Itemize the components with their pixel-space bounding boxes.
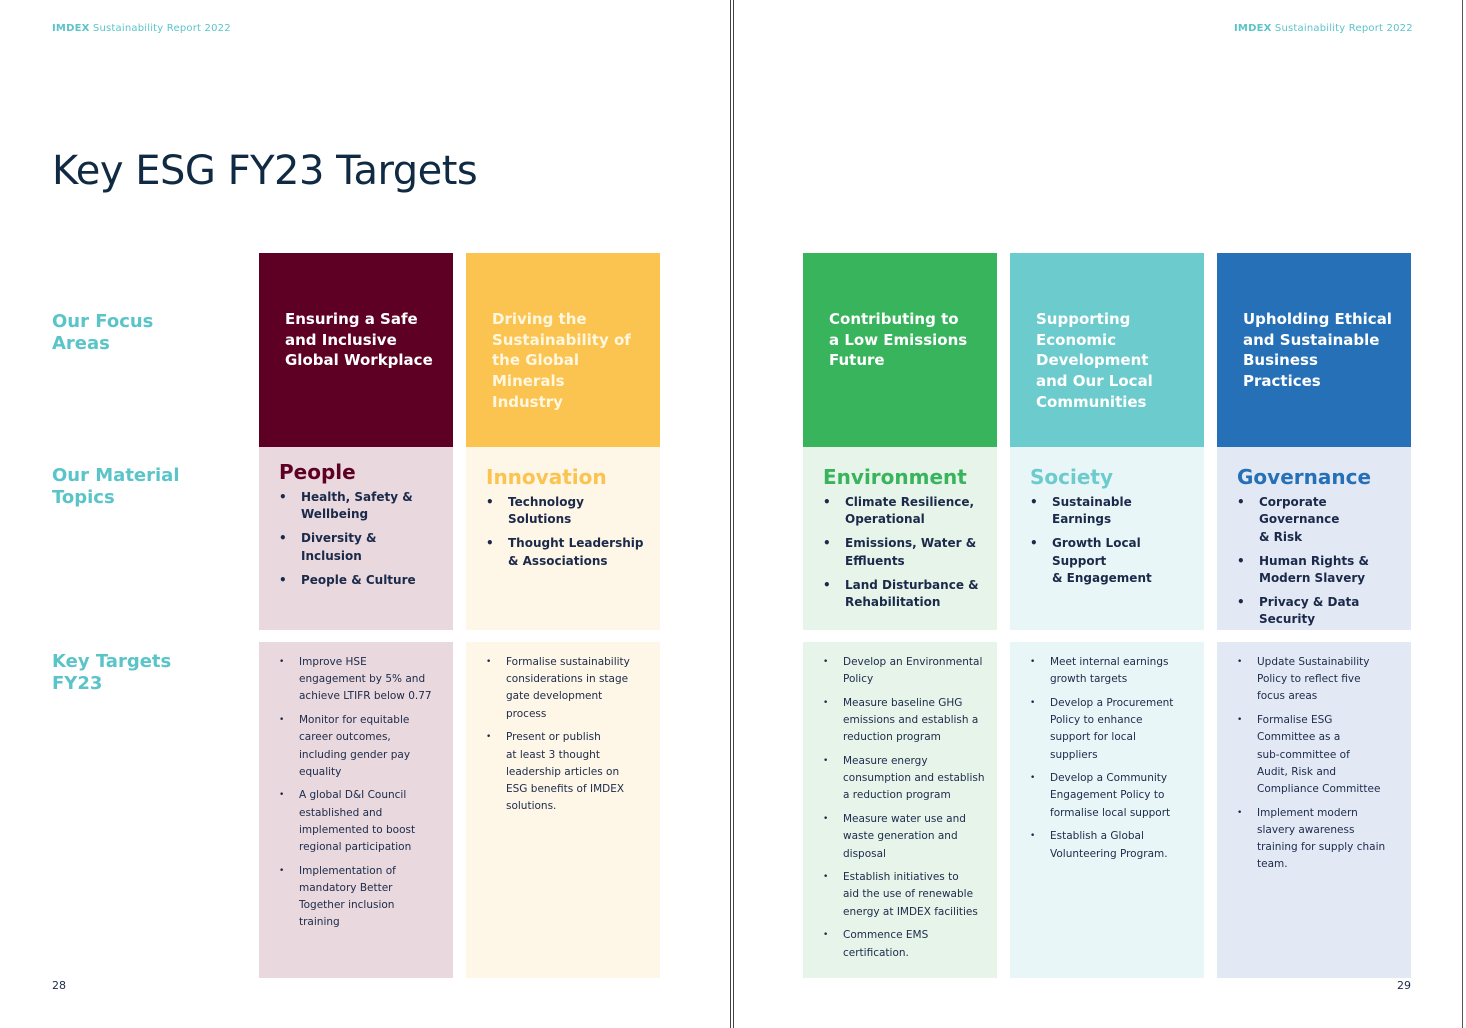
target-item-line: gate development <box>506 690 603 703</box>
topic-item-line: • Climate Resilience, <box>845 495 975 509</box>
topic-item-line: & Associations <box>508 553 608 568</box>
target-item <box>1030 828 1194 862</box>
target-item <box>279 787 443 856</box>
target-item-line: Audit, Risk and <box>1257 765 1337 778</box>
focus-area-governance <box>1217 253 1411 447</box>
topic-item <box>1237 553 1399 588</box>
target-item-line: emissions and establish a <box>843 714 979 727</box>
target-list <box>279 654 443 932</box>
material-topic-innovation <box>466 447 660 630</box>
focus-area-line: and Sustainable <box>1243 330 1380 349</box>
target-item-line: Together inclusion <box>299 899 395 912</box>
header-brand: IMDEX <box>52 23 90 34</box>
target-item <box>823 927 987 961</box>
topic-title: Society <box>1030 465 1114 489</box>
target-item-line: energy at IMDEX facilities <box>843 905 978 918</box>
header-report-name: Sustainability Report 2022 <box>1274 23 1413 34</box>
focus-area-line: Communities <box>1036 392 1147 411</box>
topic-item-line: & Engagement <box>1052 571 1152 586</box>
focus-area-line: Future <box>829 351 885 370</box>
topic-item <box>279 572 441 589</box>
topic-list <box>1237 494 1399 629</box>
target-item-line: including gender pay <box>299 748 411 761</box>
topic-item <box>1237 494 1399 546</box>
focus-area-line: Contributing to <box>829 310 959 328</box>
row-label-line: Key Targets <box>52 651 172 672</box>
topic-item-line: • Growth Local Support <box>1052 536 1141 568</box>
focus-area-innovation <box>466 253 660 447</box>
topic-item-line: • Human Rights & <box>1259 553 1369 568</box>
target-item-line: support for local <box>1050 731 1136 744</box>
topic-item-line: & Risk <box>1259 529 1303 544</box>
target-item-line: Policy to reflect five <box>1257 673 1361 686</box>
focus-area-line: the Global Minerals <box>492 351 580 391</box>
topic-item <box>823 535 985 570</box>
target-item-line: aid the use of renewable <box>843 888 974 901</box>
target-item-line: • Establish initiatives to <box>843 871 959 884</box>
focus-area-environment <box>803 253 997 447</box>
header-report-name: Sustainability Report 2022 <box>92 23 231 34</box>
topic-item-line: • Technology Solutions <box>508 495 584 527</box>
target-item-line: Committee as a <box>1257 731 1341 744</box>
focus-area-line: Industry <box>492 392 563 411</box>
topic-list <box>486 494 648 570</box>
target-item-line: • Formalise ESG <box>1257 714 1333 727</box>
header-right <box>1234 23 1413 34</box>
target-item-line: process <box>506 707 547 720</box>
key-targets-governance <box>1217 642 1411 978</box>
target-item-line: ESG benefits of IMDEX <box>506 782 625 795</box>
key-targets-environment <box>803 642 997 978</box>
topic-item <box>1030 494 1192 529</box>
focus-area-line: and Our Local <box>1036 372 1153 391</box>
target-item-line: consumption and establish <box>843 772 985 785</box>
topic-item-line: Rehabilitation <box>845 595 941 610</box>
row-label-key-targets <box>52 651 232 695</box>
topic-item-line: • Sustainable Earnings <box>1052 495 1132 527</box>
target-item-line: Policy <box>843 673 874 686</box>
target-item-line: reduction program <box>843 731 941 744</box>
topic-item-line: Modern Slavery <box>1259 571 1366 586</box>
focus-area-line: Supporting <box>1036 310 1131 328</box>
target-item-line: • Measure baseline GHG <box>843 696 963 709</box>
target-item-line: mandatory Better <box>299 881 393 894</box>
topic-item-line: Effluents <box>845 553 905 568</box>
topic-list <box>279 489 441 589</box>
key-targets-society <box>1010 642 1204 978</box>
topic-item <box>823 577 985 612</box>
target-item-line: • Update Sustainability <box>1257 656 1370 668</box>
focus-area-line: Driving the <box>492 310 587 328</box>
target-item-line: implemented to boost <box>299 823 416 836</box>
topic-item-line: • Land Disturbance & <box>845 577 979 592</box>
topic-list <box>823 494 985 611</box>
focus-area-line: Sustainability of <box>492 330 631 349</box>
page-number-right: 29 <box>1397 979 1411 992</box>
target-item-line: formalise local support <box>1050 806 1171 819</box>
row-label-line: Topics <box>52 487 115 508</box>
header-brand: IMDEX <box>1234 23 1272 34</box>
target-item-line: solutions. <box>506 800 557 813</box>
topic-item <box>1030 535 1192 587</box>
target-item-line: • Formalise sustainability <box>506 656 630 668</box>
page-spread-divider <box>730 0 734 1028</box>
target-item <box>823 695 987 747</box>
target-item-line: • Develop an Environmental <box>843 656 983 668</box>
key-targets-people <box>259 642 453 978</box>
target-item-line: Compliance Committee <box>1257 782 1381 795</box>
target-item <box>1030 770 1194 822</box>
target-item-line: • Establish a Global <box>1050 830 1144 843</box>
target-item-line: growth targets <box>1050 673 1128 686</box>
row-label-material-topics <box>52 465 232 509</box>
target-item-line: established and <box>299 806 383 819</box>
focus-area-line: Upholding Ethical <box>1243 310 1392 328</box>
target-item-line: • Implement modern <box>1257 806 1358 819</box>
focus-area-line: and Inclusive <box>285 330 397 349</box>
topic-item-line: • Emissions, Water & <box>845 536 977 551</box>
target-item-line: equality <box>299 765 342 778</box>
target-item-line: • Improve HSE <box>299 656 367 668</box>
target-item-line: • Monitor for equitable <box>299 714 410 727</box>
topic-item-line: Operational <box>845 512 925 527</box>
target-item-line: • Meet internal earnings <box>1050 656 1169 668</box>
target-list <box>1030 654 1194 863</box>
page-number-left: 28 <box>52 979 66 992</box>
focus-area-line: Development <box>1036 351 1149 370</box>
row-label-line: Our Material <box>52 465 180 486</box>
target-item <box>1237 654 1401 706</box>
focus-area-line: Economic <box>1036 330 1117 349</box>
focus-area-line: Global Workplace <box>285 351 433 370</box>
topic-item-line: • Diversity & Inclusion <box>301 531 377 563</box>
target-item-line: team. <box>1257 858 1288 871</box>
target-item <box>1030 695 1194 764</box>
topic-item <box>823 494 985 529</box>
topic-item-line: • Thought Leadership <box>508 536 644 551</box>
right-page-edge <box>1462 0 1463 1028</box>
target-list <box>486 654 650 815</box>
target-item <box>823 654 987 688</box>
topic-item-line: • Privacy & Data <box>1259 595 1360 610</box>
target-item-line: career outcomes, <box>299 731 391 744</box>
target-item-line: • Develop a Procurement <box>1050 696 1174 709</box>
target-item <box>486 729 650 815</box>
target-item-line: training for supply chain <box>1257 841 1386 854</box>
target-item-line: • A global D&I Council <box>299 789 407 802</box>
target-item-line: • Measure energy <box>843 755 928 768</box>
target-item <box>823 869 987 921</box>
target-item <box>1237 712 1401 798</box>
target-item-line: Policy to enhance <box>1050 714 1143 727</box>
topic-title: Governance <box>1237 465 1372 489</box>
target-item-line: • Implementation of <box>299 864 396 877</box>
target-item <box>486 654 650 723</box>
target-list <box>1237 654 1401 873</box>
target-item-line: engagement by 5% and <box>299 673 426 686</box>
row-label-focus-areas <box>52 311 232 355</box>
topic-item-line: • People & Culture <box>301 572 416 587</box>
focus-area-line: Ensuring a Safe <box>285 310 418 328</box>
target-item-line: certification. <box>843 946 909 959</box>
topic-item <box>486 535 648 570</box>
target-item-line: suppliers <box>1050 748 1098 761</box>
target-item-line: a reduction program <box>843 789 951 802</box>
target-item-line: disposal <box>843 847 886 860</box>
target-item-line: • Present or publish <box>506 731 601 744</box>
target-item-line: focus areas <box>1257 690 1318 703</box>
topic-item <box>1237 594 1399 629</box>
focus-area-people <box>259 253 453 447</box>
target-list <box>823 654 987 962</box>
target-item <box>279 654 443 706</box>
page-title: Key ESG FY23 Targets <box>52 148 478 194</box>
target-item-line: Volunteering Program. <box>1050 847 1168 860</box>
topic-item-line: • Corporate Governance <box>1259 495 1340 527</box>
topic-title: Environment <box>823 465 967 489</box>
topic-title: Innovation <box>486 465 607 489</box>
key-targets-innovation <box>466 642 660 978</box>
material-topic-society <box>1010 447 1204 630</box>
material-topic-people <box>259 447 453 630</box>
target-item <box>1237 805 1401 874</box>
target-item <box>279 863 443 932</box>
target-item-line: Engagement Policy to <box>1050 789 1165 802</box>
header-left <box>52 23 231 34</box>
target-item <box>823 811 987 863</box>
topic-item <box>279 530 441 565</box>
target-item-line: • Develop a Community <box>1050 772 1168 785</box>
target-item-line: training <box>299 916 340 929</box>
target-item-line: waste generation and <box>843 830 958 843</box>
row-label-line: FY23 <box>52 673 103 694</box>
topic-item-line: Security <box>1259 612 1316 627</box>
target-item-line: leadership articles on <box>506 765 620 778</box>
target-item-line: achieve LTIFR below 0.77 <box>299 690 432 703</box>
target-item-line: regional participation <box>299 841 412 854</box>
target-item <box>279 712 443 781</box>
row-label-line: Areas <box>52 333 110 354</box>
topic-title: People <box>279 460 356 484</box>
focus-area-line: Business Practices <box>1243 351 1321 391</box>
topic-item-line: Wellbeing <box>301 507 369 522</box>
focus-area-line: a Low Emissions <box>829 330 968 349</box>
target-item <box>823 753 987 805</box>
target-item-line: considerations in stage <box>506 673 629 686</box>
material-topic-governance <box>1217 447 1411 630</box>
topic-item <box>279 489 441 524</box>
target-item-line: sub-committee of <box>1257 748 1350 761</box>
target-item-line: slavery awareness <box>1257 823 1355 836</box>
material-topic-environment <box>803 447 997 630</box>
focus-area-society <box>1010 253 1204 447</box>
topic-item-line: • Health, Safety & <box>301 490 413 504</box>
topic-item <box>486 494 648 529</box>
row-label-line: Our Focus <box>52 311 154 332</box>
target-item-line: • Commence EMS <box>843 929 929 942</box>
target-item-line: at least 3 thought <box>506 748 600 761</box>
target-item <box>1030 654 1194 688</box>
topic-list <box>1030 494 1192 588</box>
target-item-line: • Measure water use and <box>843 813 966 826</box>
